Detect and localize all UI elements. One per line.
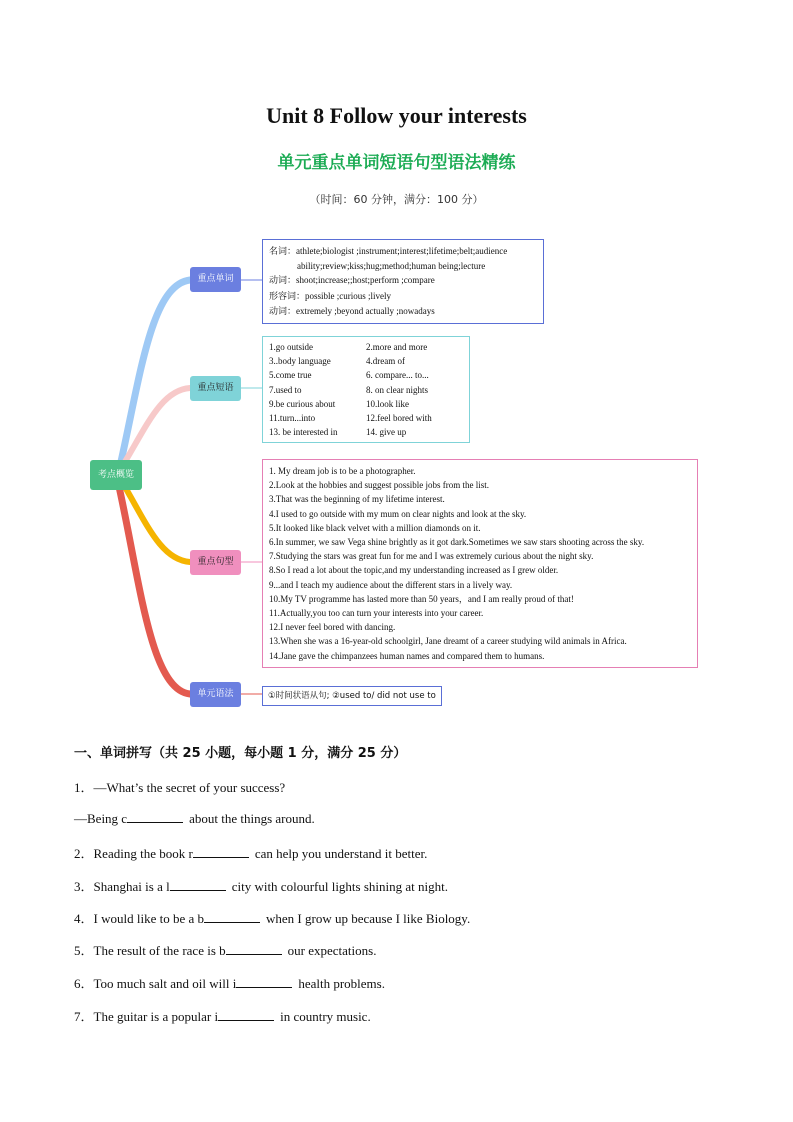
phrase-row: 1.go outside 2.more and more	[269, 342, 428, 352]
mindmap-root-node	[90, 460, 142, 490]
key-words-box	[262, 239, 544, 324]
sentence-line: 10.My TV programme has lasted more than 50 years，and I am really proud of that!	[269, 593, 574, 604]
phrase-row: 7.used to 8. on clear nights	[269, 384, 428, 395]
branch-node-sentences	[190, 550, 241, 575]
page-subtitle: 单元重点单词短语句型语法精练	[277, 153, 516, 173]
word-line: 名词：athlete;biologist ;instrument;interest;lifetime;belt;audience	[269, 246, 508, 257]
word-line: 动词：extremely ;beyond actually ;nowadays	[269, 305, 435, 317]
key-sentences-box	[262, 459, 698, 668]
grammar-text: ①时间状语从句; ②used to/ did not use to	[268, 691, 436, 701]
time-score-note: （时间：60 分钟，满分：100 分）	[309, 193, 484, 206]
branch-label: 单元语法	[197, 689, 234, 699]
sentence-line: 13.When she was a 16-year-old schoolgirl, Jane dreamt of a career studying wild animals in Africa.	[269, 636, 627, 647]
answer-blank[interactable]	[193, 845, 249, 858]
answer-blank[interactable]	[204, 910, 260, 923]
sentence-line: 2.Look at the hobbies and suggest possible jobs from the list.	[269, 480, 489, 491]
branch-line-words	[118, 280, 190, 475]
branch-label: 重点单词	[197, 274, 234, 284]
mindmap-root-label: 考点概览	[97, 470, 134, 480]
sentence-line: 6.In summer, we saw Vega shine brightly as it got dark.Sometimes we saw stars shooting across the sky.	[269, 537, 645, 548]
branch-line-grammar	[118, 482, 190, 694]
word-line: 形容词：possible ;curious ;lively	[269, 290, 392, 302]
branch-node-words	[190, 267, 241, 292]
sentence-line: 8.So I read a lot about the topic,and my understanding increased as I grew older.	[269, 565, 559, 576]
question-item: 2．Reading the book r can help you understand it better.	[74, 846, 428, 861]
word-line: 动词：shoot;increase;;host;perform ;compare	[269, 275, 435, 287]
question-item: 3．Shanghai is a l city with colourful lights shining at night.	[74, 879, 448, 894]
answer-blank[interactable]	[226, 942, 282, 955]
sentence-line: 4.I used to go outside with my mum on clear nights and look at the sky.	[269, 508, 527, 519]
sentence-line: 1. My dream job is to be a photographer.	[269, 466, 416, 476]
branch-node-grammar	[190, 682, 241, 707]
branch-label: 重点短语	[197, 383, 234, 393]
sentence-line: 5.It looked like black velvet with a million diamonds on it.	[269, 522, 481, 533]
section-heading: 一、单词拼写（共 25 小题，每小题 1 分，满分 25 分）	[74, 746, 407, 761]
question-item: —Being c about the things around.	[74, 811, 315, 826]
answer-blank[interactable]	[236, 975, 292, 988]
sentence-line: 7.Studying the stars was great fun for me and I was extremely curious about the night sky.	[269, 551, 594, 562]
page-title: Unit 8 Follow your interests	[266, 103, 527, 128]
phrase-row: 3..body language 4.dream of	[269, 356, 405, 367]
answer-blank[interactable]	[127, 810, 183, 823]
question-item: 7．The guitar is a popular i in country music.	[74, 1009, 371, 1024]
sentence-line: 14.Jane gave the chimpanzees human names and compared them to humans.	[269, 650, 545, 661]
grammar-box	[262, 686, 442, 706]
sentence-line: 11.Actually,you too can turn your interests into your career.	[269, 608, 484, 619]
question-item: 5．The result of the race is b our expectations.	[74, 943, 377, 958]
word-line: ability;review;kiss;hug;method;human being;lecture	[297, 261, 486, 272]
phrase-row: 13. be interested in 14. give up	[269, 427, 407, 438]
branch-node-phrases	[190, 376, 241, 401]
question-item: 4．I would like to be a b when I grow up because I like Biology.	[74, 911, 471, 926]
sentence-line: 3.That was the beginning of my lifetime interest.	[269, 494, 445, 505]
answer-blank[interactable]	[218, 1008, 274, 1021]
phrase-row: 11.turn...into 12.feel bored with	[269, 413, 432, 424]
sentence-line: 12.I never feel bored with dancing.	[269, 622, 396, 633]
answer-blank[interactable]	[170, 878, 226, 891]
sentence-line: 9...and I teach my audience about the different stars in a lively way.	[269, 579, 513, 590]
key-phrases-box	[262, 336, 470, 443]
phrase-row: 9.be curious about 10.look like	[269, 398, 409, 409]
branch-label: 重点句型	[197, 557, 234, 567]
question-item: 1．—What’s the secret of your success?	[74, 780, 286, 795]
question-item: 6．Too much salt and oil will i health problems.	[74, 976, 385, 991]
phrase-row: 5.come true 6. compare... to...	[269, 370, 429, 381]
